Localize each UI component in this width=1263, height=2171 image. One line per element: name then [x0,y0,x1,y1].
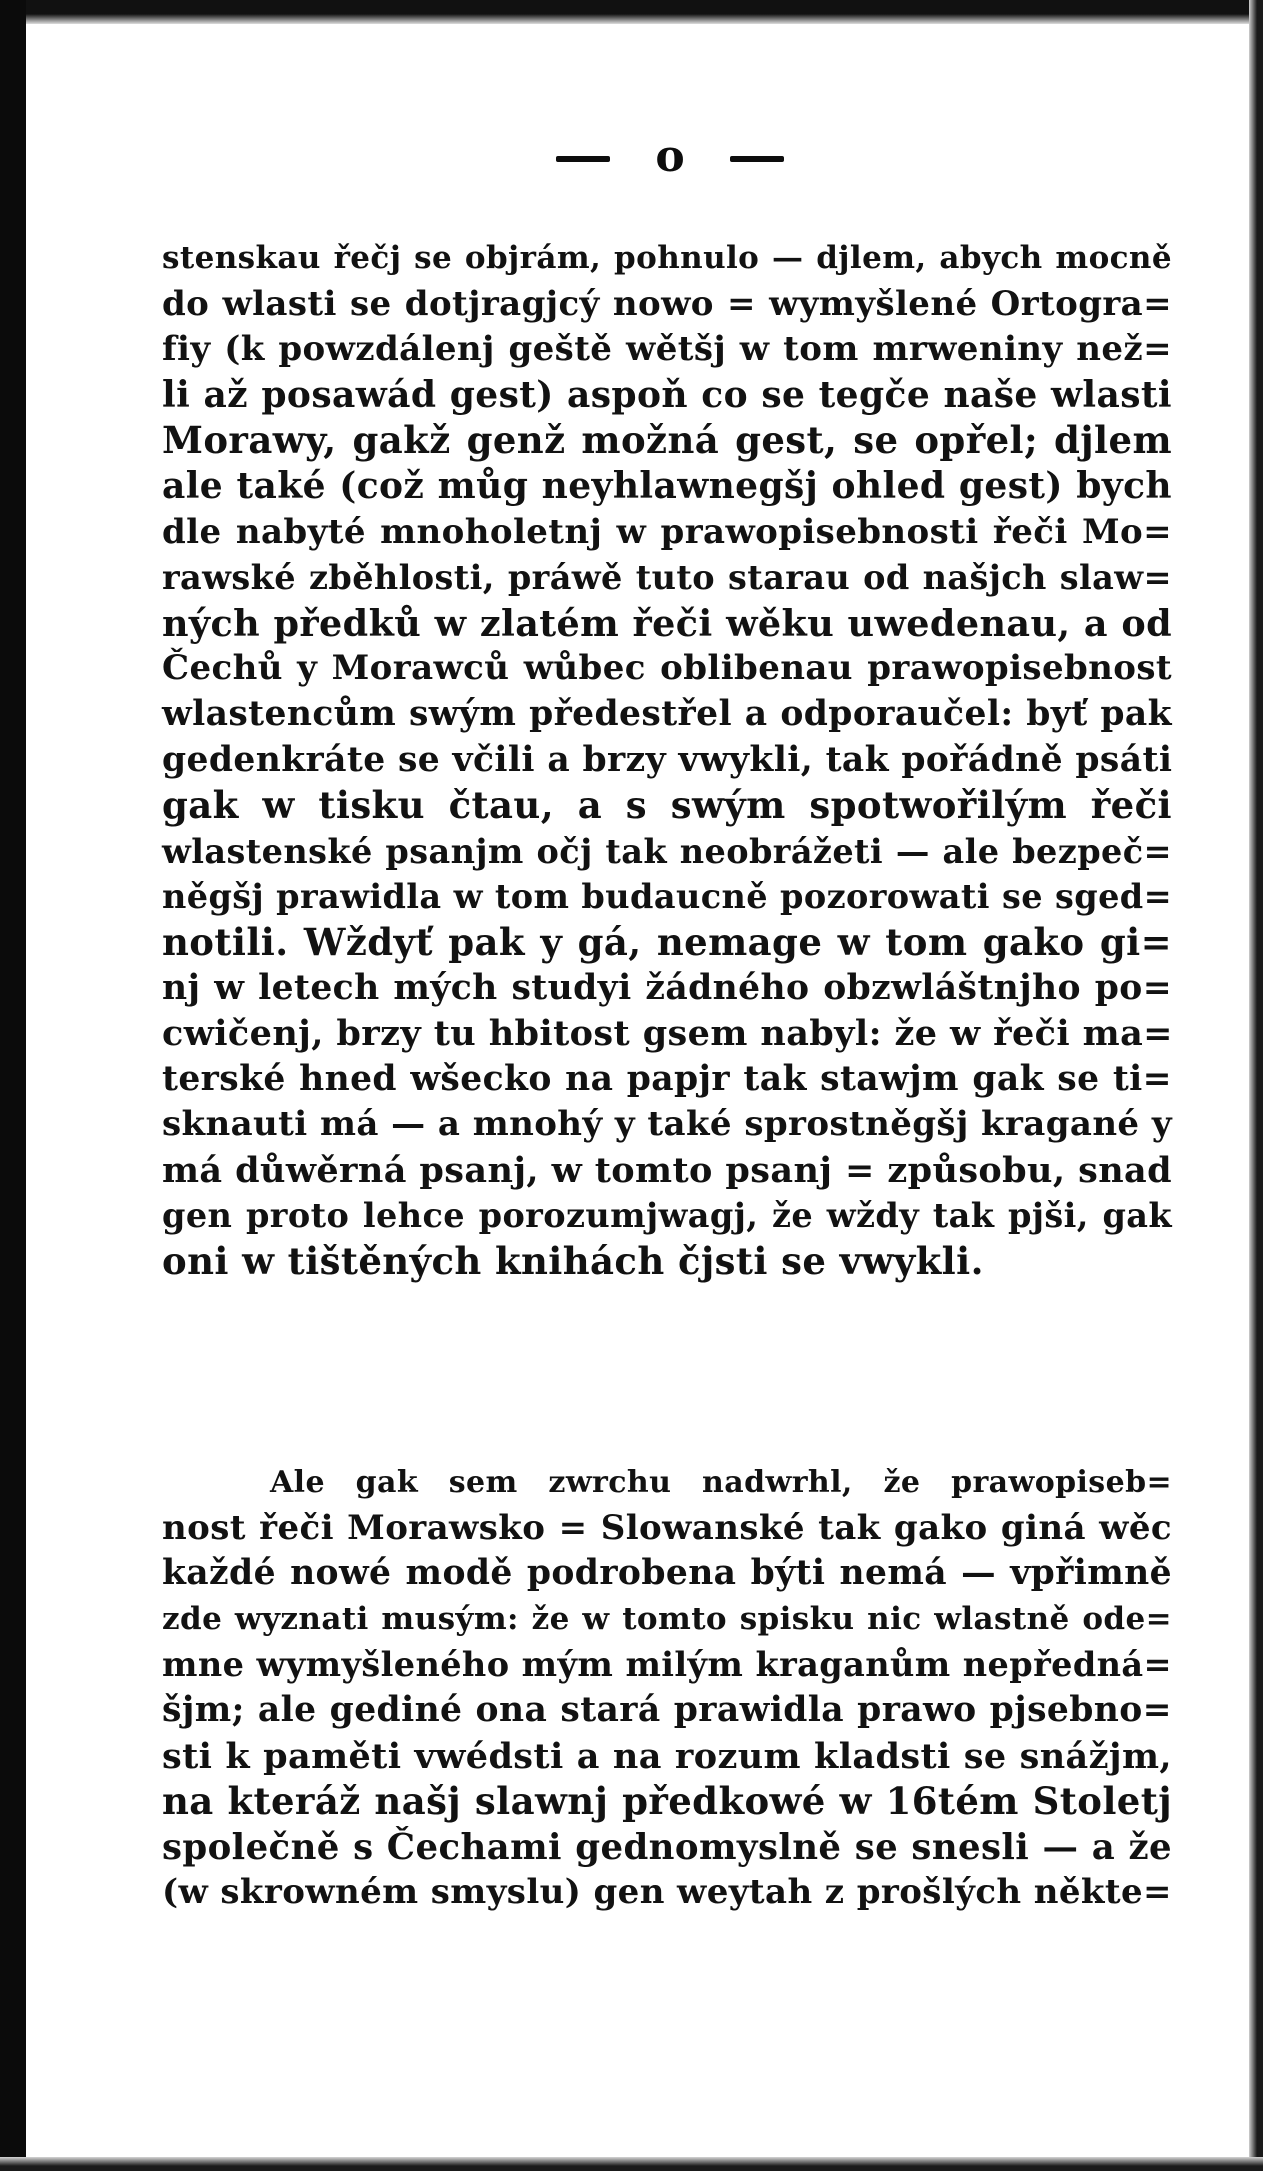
text-line: každé nowé modě podrobena býti nemá — vpřimně [162,1553,1172,1594]
text-line: šjm; ale gediné ona stará prawidla prawo pjsebno= [162,1689,1172,1730]
text-line: dle nabyté mnoholetnj w prawopisebnosti řeči Mo= [162,511,1172,552]
text-line: fiy (k powzdálenj geště wětšj w tom mrweniny než= [162,329,1172,370]
paragraph-1 [162,236,1172,1285]
text-line: Čechů y Morawců wůbec oblibenau prawopisebnost [162,648,1172,689]
scan-border-bottom [0,2157,1263,2171]
text-line: terské hned wšecko na papjr tak stawjm gak se ti= [162,1058,1172,1099]
text-line: rawské zběhlosti, práwě tuto starau od našjch slaw= [162,558,1172,598]
text-line: cwičenj, brzy tu hbitost gsem nabyl: že w řeči ma= [162,1013,1173,1055]
text-line: (w skrowném smyslu) gen weytah z prošlých někte= [162,1872,1172,1913]
text-line: ných předků w zlatém řeči wěku uwedenau, a od [162,601,1172,645]
text-line: ale také (což můg neyhlawnegšj ohled gest) bych [162,464,1172,507]
text-line: do wlasti se dotjragjcý nowo = wymyšlené Ortogra= [162,283,1172,324]
text-line: Morawy, gakž genž možná gest, se opřel; djlem [162,418,1172,463]
scan-border-right [1249,0,1263,2171]
text-line: mne wymyšleného mým milým kraganům nepředná= [162,1645,1172,1685]
text-line: sknauti má — a mnohý y také sprostněgšj kragané y [162,1104,1172,1145]
header-dash-right [730,156,784,162]
scan-border-left [0,0,26,2171]
text-line: gen proto lehce porozumjwagj, že wždy tak pjši, gak [162,1196,1172,1236]
text-line: gak w tisku čtau, a s swým spotwořilým řeči [162,783,1172,828]
text-line: wlastenské psanjm očj tak neobrážeti — ale bezpeč= [162,831,1172,871]
text-line: společně s Čechami gednomyslně se snesli — a že [162,1826,1172,1868]
text-line: něgšj prawidla w tom budaucně pozorowati se sged= [162,877,1173,917]
text-line: na kteráž našj slawnj předkowé w 16tém Stoletj [162,1779,1172,1824]
text-line: oni w tištěných knihách čjsti se vwykli. [162,1239,984,1284]
page-number: o [655,131,685,182]
text-line: zde wyznati musým: že w tomto spisku nic wlastně ode= [162,1600,1172,1637]
text-line: stenskau řečj se objrám, pohnulo — djlem, abych mocně [162,240,1172,276]
text-line: má důwěrná psanj, w tomto psanj = způsobu, snad [162,1149,1172,1191]
text-line: nj w letech mých studyi žádného obzwláštnjho po= [162,967,1172,1008]
text-line: wlastencům swým předestřel a odporaučel: byť pak [162,693,1172,734]
text-line: sti k paměti vwédsti a na rozum kladsti se snážjm, [162,1735,1172,1777]
page-header [0,132,1263,182]
text-line: gedenkráte se včili a brzy vwykli, tak pořádně psáti [162,739,1173,780]
paragraph-2 [162,1460,1172,1916]
text-line: notili. Wždyť pak y gá, nemage w tom gako gi= [162,919,1172,964]
header-dash-left [556,156,610,162]
text-line: Ale gak sem zwrchu nadwrhl, že prawopiseb= [270,1465,1172,1500]
text-line: nost řeči Morawsko = Slowanské tak gako giná wěc [162,1507,1172,1548]
scan-border-top [0,0,1263,24]
text-line: li až posawád gest) aspoň co se tegče naše wlasti [162,373,1172,416]
